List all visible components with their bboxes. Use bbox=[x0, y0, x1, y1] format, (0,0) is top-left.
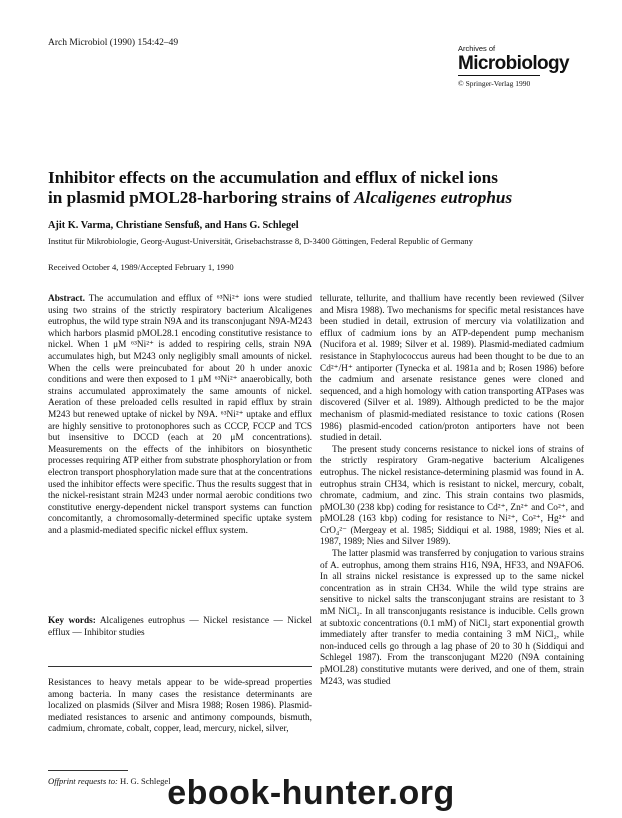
journal-citation: Arch Microbiol (1990) 154:42–49 bbox=[48, 38, 179, 48]
intro-text: Resistances to heavy metals appear to be wide-spread properties among bacteria. In many cases the resistance determinants are localized on plasmids (Silver and Misra 1988; Rosen 1986). Plasmid-mediated resistances to arsenic and antimony compounds, bismuth, cadmium, chromate, cobalt, copper, lead, mercury, nickel, silver, bbox=[48, 678, 312, 735]
right-column bbox=[320, 294, 584, 688]
title-line-1: Inhibitor effects on the accumulation and efflux of nickel ions bbox=[48, 168, 498, 187]
abstract-text: The accumulation and efflux of ⁶³Ni²⁺ ions were studied using two strains of the strictly respiratory bacterium Alcaligenes eutrophus, the wild type strain N9A and its transconjugant N9A-M243 which harbors plasmid pMOL28.1 encoding constitutive resistance to nickel. When 1 μM ⁶³Ni²⁺ is added to respiring cells, strain N9A accumulates high, but M243 only negligibly small amounts of nickel. When the cells were preincubated for about 20 h under anoxic conditions and were then exposed to 1 μM ⁶³Ni²⁺ anaerobically, both strains accumulated approximately the same amounts of nickel. Aeration of these preloaded cells resulted in rapid efflux by strain M243 but renewed uptake of nickel by N9A. ⁶³Ni²⁺ uptake and efflux are highly sensitive to protonophores such as CCCP, FCCP and TCS but insensitive to DCCD (each at 20 μM concentrations). Measurements on the effects of the inhibitors on biosynthetic processes requiring ATP either from substrate phosphorylation or from electron transport phosphorylation made sure that at the concentrations used the inhibitor effects were specific. Thus the results suggest that in the nickel-resistant strain M243 under normal aerobic conditions two constitutive energy-dependent nickel transport systems can function concomitantly, a chromosomally-determined specific uptake system and a plasmid-mediated specific nickel efflux system. bbox=[48, 294, 312, 536]
journal-rule bbox=[458, 75, 540, 76]
affiliation: Institut für Mikrobiologie, Georg-August-Universität, Grisebachstrasse 8, D-3400 Göttingen, Federal Republic of Germany bbox=[48, 236, 473, 246]
section-divider bbox=[48, 666, 312, 667]
footnote-name: H. G. Schlegel bbox=[120, 776, 171, 786]
keywords-text: Alcaligenes eutrophus — Nickel resistance — Nickel efflux — Inhibitor studies bbox=[48, 616, 312, 638]
received-date: Received October 4, 1989/Accepted February 1, 1990 bbox=[48, 262, 234, 272]
abstract bbox=[48, 294, 312, 537]
journal-logo bbox=[458, 44, 578, 88]
right-para-2: The present study concerns resistance to nickel ions of strains of the strictly respiratory Gram-negative bacterium Alcaligenes eutrophus. The nickel resistance-determining plasmid was found in A. eutrophus strain CH34, which is resistant to nickel, mercury, cobalt, chromate, cadmium, and zinc. This strain contains two plasmids, pMOL30 (238 kbp) coding for resistance to Cd²⁺, Zn²⁺ and Co²⁺, and pMOL28 (163 kbp) coding for resistance to Ni²⁺, Co²⁺, Hg²⁺ and CrO₄²⁻ (Mergeay et al. 1985; Siddiqui et al. 1988, 1989; Nies et al. 1987, 1989; Nies and Silver 1989). bbox=[320, 444, 584, 548]
keywords-label: Key words: bbox=[48, 616, 96, 626]
title-line-2-prefix: in plasmid pMOL28-harboring strains of bbox=[48, 188, 355, 207]
right-para-3: The latter plasmid was transferred by conjugation to various strains of A. eutrophus, among them strains H16, N9A, HF33, and N9AFO6. In all strains nickel resistance is expressed up to the same nickel concentration as in strain CH34. While the wild type strains are sensitive to nickel salts the transconjugant strains are resistant to 3 mM NiCl₂. In all transconjugants resistance is inducible. Cells grown at subtoxic concentrations (0.1 mM) of NiCl₂ start exponential growth immediately after transfer to media containing 3 mM NiCl₂, while non-induced cells go through a lag phase of 20 to 30 h (Siddiqui and Schlegel 1987). From the transconjugant M220 (N9A containing pMOL28) constitutive mutants were derived, and one of them, strain M243, was studied bbox=[320, 549, 584, 687]
footnote-label: Offprint requests to: bbox=[48, 776, 118, 786]
journal-name: Microbiology bbox=[458, 53, 570, 74]
keywords bbox=[48, 616, 312, 639]
abstract-label: Abstract. bbox=[48, 294, 85, 304]
footnote-rule bbox=[48, 770, 128, 771]
article-title bbox=[48, 168, 588, 208]
copyright: © Springer-Verlag 1990 bbox=[458, 79, 531, 88]
authors: Ajit K. Varma, Christiane Sensfuß, and Hans G. Schlegel bbox=[48, 220, 299, 231]
journal-small-label: Archives of bbox=[458, 44, 496, 53]
title-organism: Alcaligenes eutrophus bbox=[354, 188, 513, 207]
watermark: ebook-hunter.org bbox=[167, 774, 455, 812]
introduction bbox=[48, 678, 312, 736]
right-para-1: tellurate, tellurite, and thallium have recently been reviewed (Silver and Misra 1988). Two mechanisms for specific metal resistances have been studied in detail, extrusion of mercury via volatilization and efflux of cadmium ions by an ATP-dependent pump mechanism (Nucifora et al. 1989; Silver et al. 1989). Plasmid-mediated cadmium resistance in Staphylococcus aureus had been thought to be due to an Cd²⁺/H⁺ antiporter (Tynecka et al. 1981a and b; Rosen 1986) before the cadmium and arsenate resistance genes were cloned and sequenced, and a high homology with cation transporting ATPases was discovered (Silver et al. 1989). Although predicted to be the major mechanism of plasmid-mediated resistance to toxic cations (Rosen 1986) plasmid-encoded cation/proton antiporters have not been studied in detail. bbox=[320, 294, 584, 444]
title-line-2 bbox=[48, 188, 588, 208]
